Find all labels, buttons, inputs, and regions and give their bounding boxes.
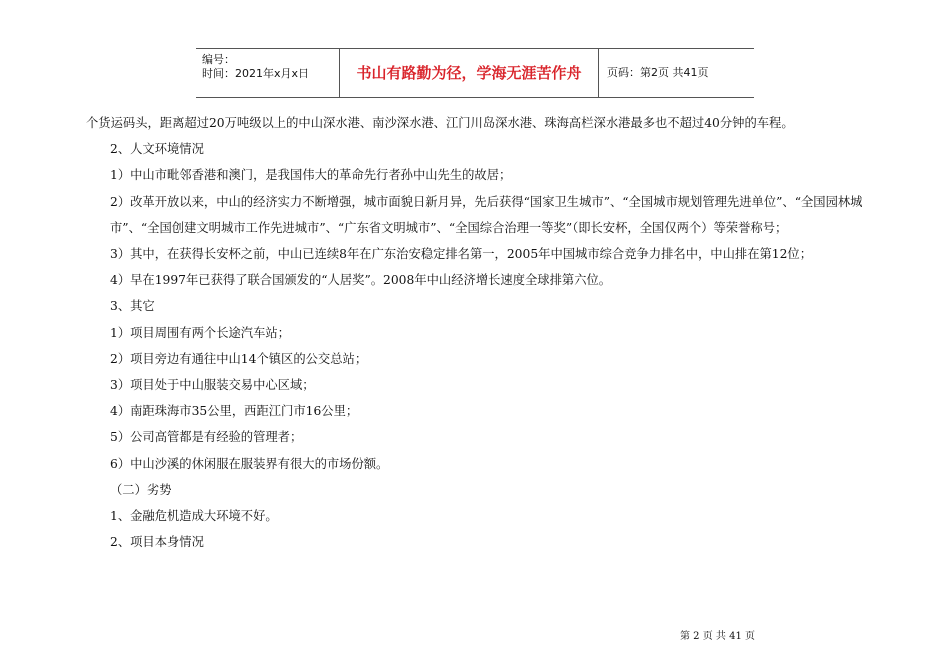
section-heading: 2、人文环境情况 <box>110 142 204 157</box>
list-item: 6）中山沙溪的休闲服在服装界有很大的市场份额。 <box>110 456 389 471</box>
section-heading: （二）劣势 <box>110 482 172 497</box>
section-heading: 3、其它 <box>110 299 155 314</box>
header-motto: 书山有路勤为径，学海无涯苦作舟 <box>356 64 582 82</box>
list-item: 2）改革开放以来，中山的经济实力不断增强，城市面貌日新月异，先后获得“国家卫生城市”、“全国城市规划管理先进单位”、“全国园林城市”、“全国创建文明城市工作先进城市”、“广东省文明城市”、“全国综合治理一等奖”（即长安杯，全国仅两个）等荣誉称号； <box>110 194 863 235</box>
page-header <box>196 48 754 98</box>
paragraph-continuation: 个货运码头，距离超过20万吨级以上的中山深水港、南沙深水港、江门川岛深水港、珠海高栏深水港最多也不超过40分钟的车程。 <box>86 116 794 130</box>
header-motto-cell <box>340 49 599 97</box>
list-item: 2）项目旁边有通往中山14个镇区的公交总站； <box>110 351 368 366</box>
list-item: 1）项目周围有两个长途汽车站； <box>110 325 290 340</box>
header-page-number: 页码：第2页 共41页 <box>607 66 709 79</box>
list-item: 2、项目本身情况 <box>110 535 204 550</box>
list-item: 4）南距珠海市35公里，西距江门市16公里； <box>110 404 359 419</box>
document-number-label: 编号： <box>202 53 235 66</box>
page-footer: 第 2 页 共 41 页 <box>680 631 755 642</box>
header-info-cell <box>196 49 340 97</box>
list-item: 3）其中，在获得长安杯之前，中山已连续8年在广东治安稳定排名第一，2005年中国城市综合竞争力排名中，中山排在第12位； <box>110 247 813 262</box>
list-item: 3）项目处于中山服装交易中心区域； <box>110 378 315 393</box>
header-page-cell <box>599 49 754 97</box>
document-body <box>86 110 894 555</box>
document-time: 时间：2021年x月x日 <box>202 67 310 80</box>
list-item: 5）公司高管都是有经验的管理者； <box>110 430 303 445</box>
list-item: 4）早在1997年已获得了联合国颁发的“人居奖”。2008年中山经济增长速度全球排第六位。 <box>110 273 612 288</box>
list-item: 1）中山市毗邻香港和澳门，是我国伟大的革命先行者孙中山先生的故居； <box>110 168 512 183</box>
list-item: 1、金融危机造成大环境不好。 <box>110 509 278 524</box>
